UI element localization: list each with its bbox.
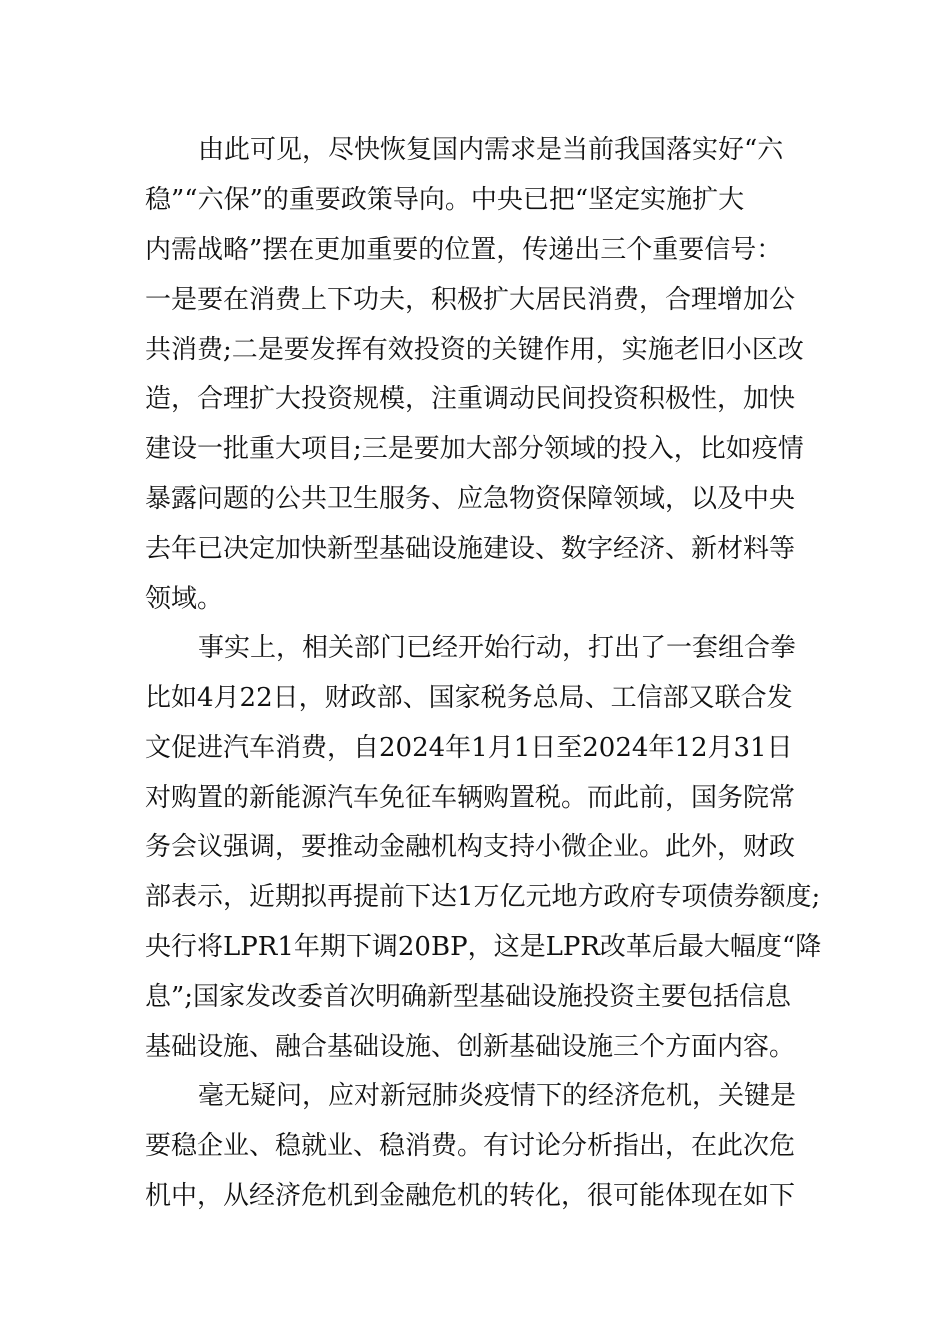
paragraph-2-line-3: 文促进汽车消费，自2024年1月1日至2024年12月31日: [145, 733, 793, 763]
paragraph-1-line-4: 一是要在消费上下功夫，积极扩大居民消费，合理增加公: [145, 285, 796, 315]
paragraph-1-line-8: 暴露问题的公共卫生服务、应急物资保障领域，以及中央: [145, 484, 796, 514]
paragraph-3-line-2: 要稳企业、稳就业、稳消费。有讨论分析指出，在此次危: [145, 1131, 796, 1161]
paragraph-2-line-2: 比如4月22日，财政部、国家税务总局、工信部又联合发: [145, 683, 793, 713]
paragraph-1-line-2: 稳”“六保”的重要政策导向。中央已把“坚定实施扩大: [145, 185, 745, 215]
paragraph-2-line-4: 对购置的新能源汽车免征车辆购置税。而此前，国务院常: [145, 783, 796, 813]
paragraph-1-line-6: 造，合理扩大投资规模，注重调动民间投资积极性，加快: [145, 384, 796, 414]
paragraph-2-line-9: 基础设施、融合基础设施、创新基础设施三个方面内容。: [145, 1032, 796, 1062]
paragraph-1-line-1: 由此可见，尽快恢复国内需求是当前我国落实好“六: [198, 135, 784, 165]
paragraph-3-line-1: 毫无疑问，应对新冠肺炎疫情下的经济危机，关键是: [198, 1081, 797, 1111]
paragraph-1-line-3: 内需战略”摆在更加重要的位置，传递出三个重要信号：: [145, 235, 783, 265]
paragraph-3-line-3: 机中，从经济危机到金融危机的转化，很可能体现在如下: [145, 1181, 796, 1211]
paragraph-1-line-9: 去年已决定加快新型基础设施建设、数字经济、新材料等: [145, 534, 796, 564]
paragraph-2-line-6: 部表示，近期拟再提前下达1万亿元地方政府专项债券额度;: [145, 882, 821, 912]
paragraph-2-line-1: 事实上，相关部门已经开始行动，打出了一套组合拳: [198, 633, 797, 663]
paragraph-2-line-7: 央行将LPR1年期下调20BP，这是LPR改革后最大幅度“降: [145, 932, 822, 962]
paragraph-1-line-5: 共消费;二是要发挥有效投资的关键作用，实施老旧小区改: [145, 335, 804, 365]
paragraph-1-line-7: 建设一批重大项目;三是要加大部分领域的投入，比如疫情: [145, 434, 804, 464]
paragraph-2-line-5: 务会议强调，要推动金融机构支持小微企业。此外，财政: [145, 832, 796, 862]
paragraph-2-line-8: 息”;国家发改委首次明确新型基础设施投资主要包括信息: [145, 982, 792, 1012]
paragraph-1-line-10: 领域。: [145, 584, 224, 614]
